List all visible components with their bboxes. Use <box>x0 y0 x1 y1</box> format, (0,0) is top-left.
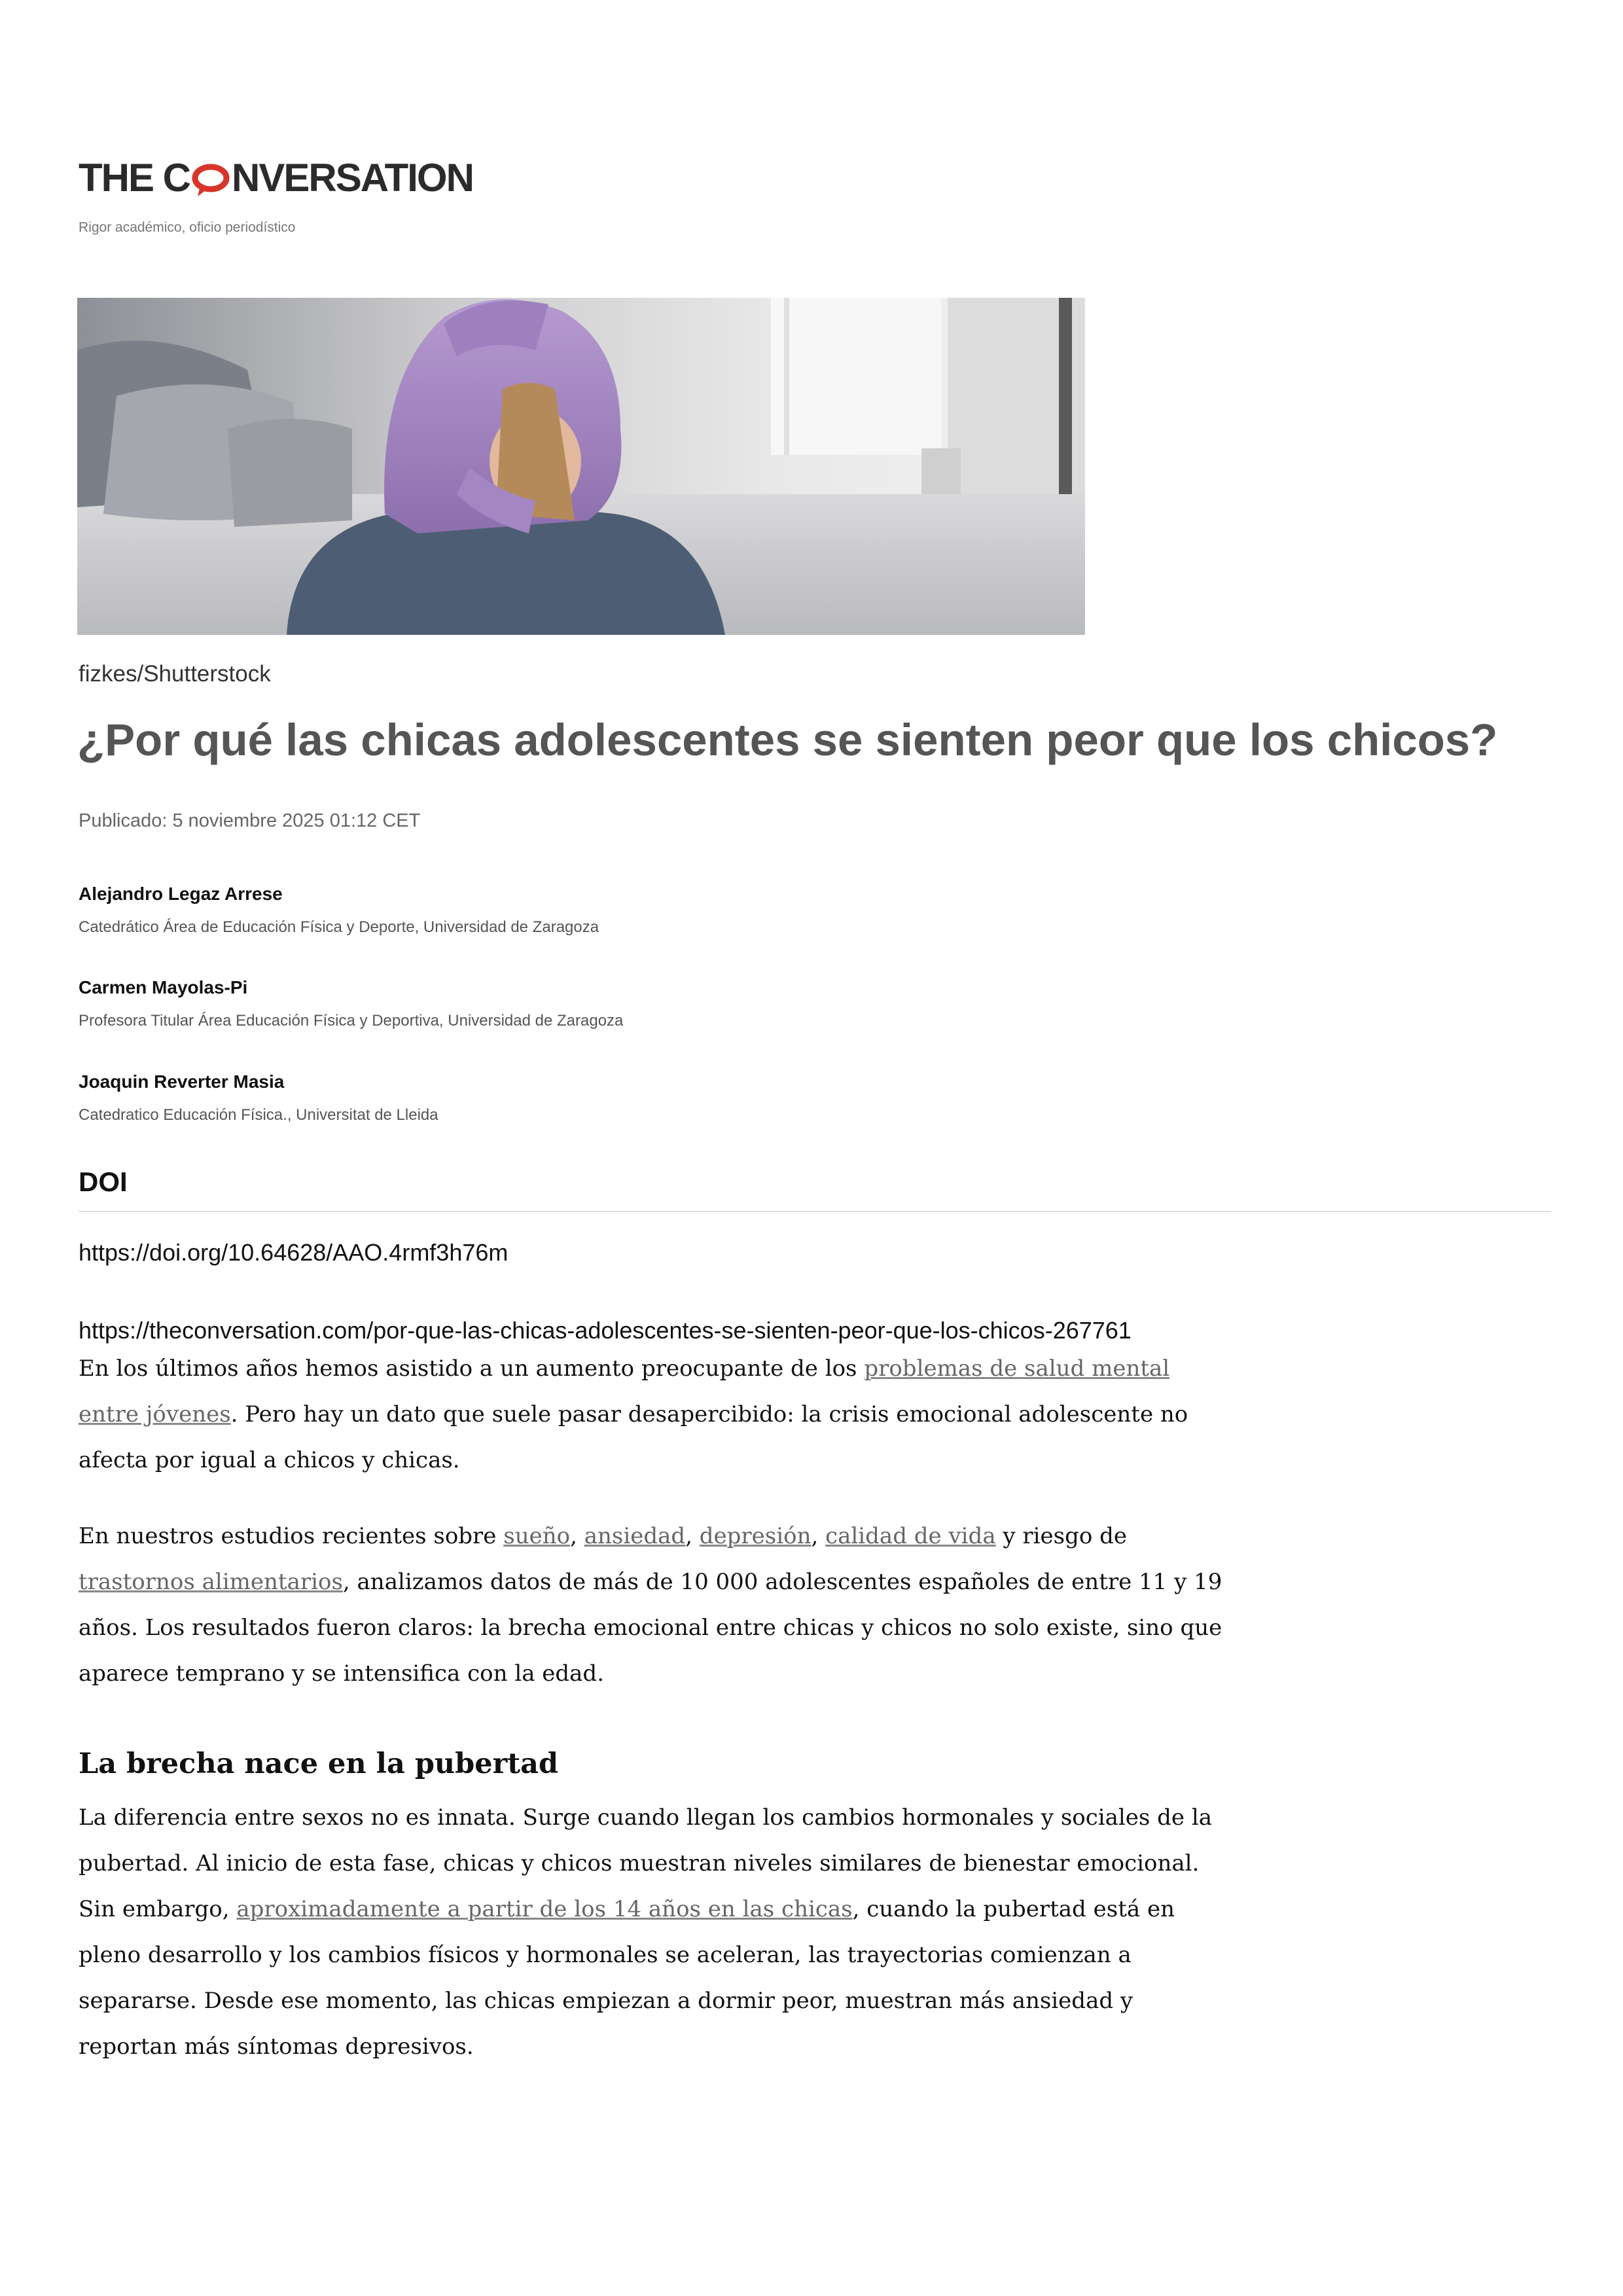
article-title: ¿Por qué las chicas adolescentes se sienten peor que los chicos? <box>77 715 1498 765</box>
the-conversation-logo[interactable] <box>79 154 473 200</box>
paragraph-intro <box>79 1346 1230 1483</box>
link-quality-of-life[interactable]: calidad de vida <box>825 1523 996 1549</box>
separator: , <box>811 1523 826 1549</box>
logo-text-end: NVERSATION <box>232 155 473 200</box>
link-anxiety[interactable]: ansiedad <box>584 1523 686 1549</box>
image-credit: fizkes/Shutterstock <box>79 661 271 687</box>
author-name[interactable]: Alejandro Legaz Arrese <box>79 884 283 904</box>
paragraph-text: , analizamos datos de más de 10 000 adolescentes españoles de entre 11 y 19 años. Los resultados fueron claros: la brecha emocional entre chicas y chicos no solo existe, sino que aparece temprano y se intensifica con la edad. <box>79 1569 1222 1687</box>
tagline: Rigor académico, oficio periodístico <box>79 220 296 235</box>
section-heading: La brecha nace en la pubertad <box>79 1748 559 1780</box>
speech-bubble-icon <box>191 162 230 193</box>
paragraph-puberty <box>79 1795 1230 2070</box>
section-divider <box>79 1211 1551 1212</box>
link-mental-health[interactable]: problemas de salud mental entre jóvenes <box>79 1355 1170 1427</box>
doi-link[interactable]: https://doi.org/10.64628/AAO.4rmf3h76m <box>79 1239 508 1266</box>
separator: , <box>685 1523 700 1549</box>
link-sleep[interactable]: sueño <box>503 1523 571 1549</box>
doi-heading: DOI <box>79 1166 128 1197</box>
paragraph-studies <box>79 1513 1230 1696</box>
link-eating-disorders[interactable]: trastornos alimentarios <box>79 1569 343 1595</box>
publish-date: Publicado: 5 noviembre 2025 01:12 CET <box>79 810 421 831</box>
paragraph-text: . Pero hay un dato que suele pasar desapercibido: la crisis emocional adolescente no afecta por igual a chicos y chicas. <box>79 1401 1188 1473</box>
hero-image <box>77 298 1085 635</box>
author-name[interactable]: Joaquin Reverter Masia <box>79 1071 285 1092</box>
separator: , <box>570 1523 584 1549</box>
paragraph-text: y riesgo de <box>995 1523 1128 1549</box>
link-depression[interactable]: depresión <box>699 1523 812 1549</box>
author-role: Profesora Titular Área Educación Física y Deportiva, Universidad de Zaragoza <box>79 1012 624 1030</box>
author-name[interactable]: Carmen Mayolas-Pi <box>79 977 248 997</box>
source-url[interactable]: https://theconversation.com/por-que-las-chicas-adolescentes-se-sienten-peor-que-los-chicos-267761 <box>79 1317 1132 1344</box>
paragraph-text: En los últimos años hemos asistido a un aumento preocupante de los <box>79 1355 865 1382</box>
logo-text-start: THE C <box>79 155 190 200</box>
paragraph-text: , cuando la pubertad está en pleno desarrollo y los cambios físicos y hormonales se aceleran, las trayectorias comienzan a separarse. Desde ese momento, las chicas empiezan a dormir peor, muestran más ansiedad y reportan más síntomas depresivos. <box>79 1896 1175 2060</box>
author-role: Catedratico Educación Física., Universitat de Lleida <box>79 1106 438 1124</box>
paragraph-text: En nuestros estudios recientes sobre <box>79 1523 504 1549</box>
author-role: Catedrático Área de Educación Física y Deporte, Universidad de Zaragoza <box>79 918 599 936</box>
paragraph-text: La diferencia entre sexos no es innata. Surge cuando llegan los cambios hormonales y sociales de la pubertad. Al inicio de esta fase, chicas y chicos muestran niveles similares de bienestar emocional. Sin embargo, <box>79 1804 1213 1922</box>
link-age-14[interactable]: aproximadamente a partir de los 14 años en las chicas <box>236 1896 853 1922</box>
